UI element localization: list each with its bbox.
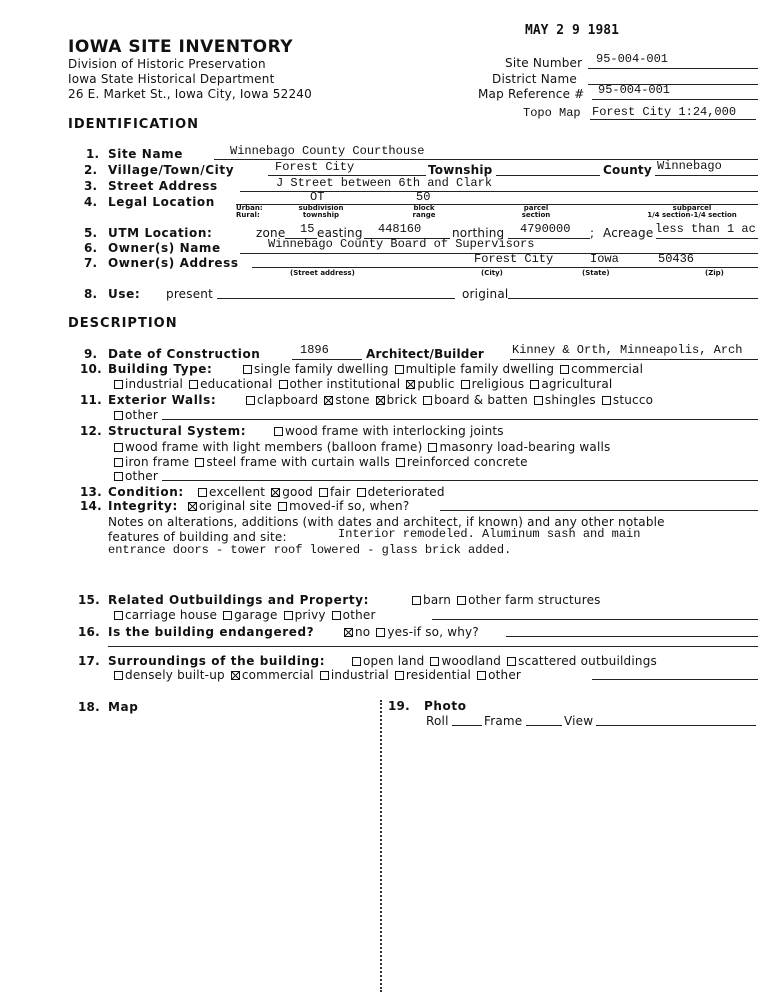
item-number: 19.	[388, 699, 410, 713]
identification-heading: IDENTIFICATION	[68, 117, 200, 132]
site-name-value: Winnebago County Courthouse	[230, 144, 425, 158]
surroundings-options	[352, 655, 663, 667]
construction-date-label: Date of Construction	[108, 347, 261, 361]
checkbox-checked[interactable]	[324, 396, 333, 405]
checkbox[interactable]	[114, 411, 123, 420]
map-reference-value: 95-004-001	[598, 83, 671, 97]
checkbox-label: shingles	[544, 393, 596, 407]
frame-label: Frame	[484, 714, 523, 728]
item-number: 5.	[84, 226, 98, 240]
integrity-options: original site moved-if so, when?	[188, 500, 409, 512]
checkbox[interactable]	[189, 380, 198, 389]
checkbox[interactable]	[114, 472, 123, 481]
checkbox-label: industrial	[330, 668, 389, 682]
checkbox[interactable]	[195, 458, 204, 467]
condition-options	[198, 486, 451, 498]
checkbox[interactable]	[395, 365, 404, 374]
endangered-options: no yes-if so, why?	[344, 626, 479, 638]
item-number: 16.	[78, 625, 100, 639]
checkbox[interactable]	[223, 611, 232, 620]
checkbox-label: densely built-up	[125, 668, 225, 682]
legal-location-label: Legal Location	[108, 195, 215, 209]
checkbox[interactable]	[560, 365, 569, 374]
exterior-walls-options	[246, 394, 659, 406]
checkbox-label: agricultural	[541, 377, 613, 391]
zip-caption: (Zip)	[705, 269, 724, 277]
item-number: 14.	[80, 499, 102, 513]
checkbox[interactable]	[352, 657, 361, 666]
zone-label: zone	[256, 226, 286, 240]
site-number-label: Site Number	[505, 56, 583, 70]
street-address-value: J Street between 6th and Clark	[276, 176, 493, 190]
checkbox-label: excellent	[209, 485, 266, 499]
structural-option: wood frame with light members (balloon frame) masonry load-bearing walls	[114, 441, 610, 453]
checkbox[interactable]	[114, 671, 123, 680]
state-caption: (State)	[582, 269, 610, 277]
surroundings-options-2	[114, 669, 527, 681]
checkbox[interactable]	[602, 396, 611, 405]
checkbox[interactable]	[320, 671, 329, 680]
checkbox[interactable]	[395, 671, 404, 680]
checkbox[interactable]	[507, 657, 516, 666]
structural-other: other	[114, 470, 158, 482]
architect-label: Architect/Builder	[366, 347, 485, 361]
checkbox[interactable]	[477, 671, 486, 680]
site-number-value: 95-004-001	[596, 52, 669, 66]
acreage-value: less than 1 ac	[655, 222, 756, 236]
checkbox-label: barn	[423, 593, 452, 607]
city-caption: (City)	[481, 269, 503, 277]
item-number: 3.	[84, 179, 98, 193]
alteration-notes-2: entrance doors - tower roof lowered - glass brick added.	[108, 543, 512, 557]
notes-instructions-1: Notes on alterations, additions (with dates and architect, if known) and any other notable	[108, 515, 665, 529]
checkbox-label: educational	[200, 377, 273, 391]
checkbox[interactable]	[396, 458, 405, 467]
building-type-label: Building Type:	[108, 362, 213, 376]
exterior-walls-other: other	[114, 409, 158, 421]
checkbox[interactable]	[461, 380, 470, 389]
checkbox-label: single family dwelling	[254, 362, 389, 376]
owner-city-value: Forest City	[474, 252, 554, 266]
checkbox-label: industrial	[125, 377, 184, 391]
item-number: 1.	[86, 147, 100, 161]
topo-map-label: Topo Map	[523, 106, 581, 120]
checkbox-label: public	[417, 377, 455, 391]
township-label: Township	[428, 163, 493, 177]
view-label: View	[564, 714, 594, 728]
item-number: 2.	[84, 163, 98, 177]
integrity-label: Integrity:	[108, 499, 178, 513]
alteration-notes-1: Interior remodeled. Aluminum sash and main	[338, 527, 641, 541]
checkbox[interactable]	[114, 443, 123, 452]
checkbox[interactable]	[243, 365, 252, 374]
item-number: 6.	[84, 241, 98, 255]
surroundings-label: Surroundings of the building:	[108, 654, 326, 668]
district-name-label: District Name	[492, 72, 577, 86]
checkbox[interactable]	[284, 611, 293, 620]
county-value: Winnebago	[657, 159, 722, 173]
checkbox[interactable]	[376, 628, 385, 637]
village-value: Forest City	[275, 160, 355, 174]
checkbox-label: carriage house	[125, 608, 218, 622]
owner-state-value: Iowa	[590, 252, 619, 266]
easting-value: 448160	[378, 222, 422, 236]
checkbox-label: good	[282, 485, 313, 499]
parcel-section-caption: parcel section	[521, 204, 551, 220]
checkbox[interactable]	[278, 502, 287, 511]
northing-label: northing	[452, 226, 505, 240]
checkbox-label: fair	[329, 485, 351, 499]
checkbox[interactable]	[430, 657, 439, 666]
topo-map-value: Forest City 1:24,000	[592, 105, 737, 119]
outbuildings-options	[412, 594, 607, 606]
item-number: 17.	[78, 654, 100, 668]
checkbox[interactable]	[279, 380, 288, 389]
checkbox[interactable]	[357, 488, 366, 497]
checkbox[interactable]	[332, 611, 341, 620]
checkbox-label: brick	[386, 393, 418, 407]
northing-value: 4790000	[520, 222, 571, 236]
item-number: 18.	[78, 700, 100, 714]
county-label: County	[603, 163, 652, 177]
rural-label: Rural:	[236, 211, 260, 219]
use-label: Use:	[108, 287, 141, 301]
village-label: Village/Town/City	[108, 163, 235, 177]
checkbox-label: stone	[335, 393, 370, 407]
urban-label: Urban:	[236, 204, 263, 212]
department-name: Iowa State Historical Department	[68, 72, 275, 86]
checkbox-label: board & batten	[434, 393, 528, 407]
use-original-label: original	[462, 287, 509, 301]
item-number: 8.	[84, 287, 98, 301]
checkbox-checked[interactable]	[344, 628, 353, 637]
checkbox[interactable]	[428, 443, 437, 452]
description-heading: DESCRIPTION	[68, 316, 178, 331]
checkbox[interactable]	[114, 611, 123, 620]
checkbox-label: woodland	[441, 654, 502, 668]
checkbox[interactable]	[457, 596, 466, 605]
easting-label: easting	[317, 226, 363, 240]
checkbox[interactable]	[246, 396, 255, 405]
owner-name-label: Owner(s) Name	[108, 241, 221, 255]
item-number: 10.	[80, 362, 102, 376]
subdivision-value: OT	[310, 190, 325, 204]
checkbox-checked[interactable]	[188, 502, 197, 511]
checkbox[interactable]	[319, 488, 328, 497]
map-label: Map	[108, 700, 139, 714]
acreage-label: Acreage	[603, 226, 654, 240]
site-name-label: Site Name	[108, 147, 183, 161]
map-photo-divider	[380, 700, 382, 992]
agency-address: 26 E. Market St., Iowa City, Iowa 52240	[68, 87, 312, 101]
checkbox[interactable]	[412, 596, 421, 605]
checkbox-label: scattered outbuildings	[518, 654, 657, 668]
checkbox-label: garage	[234, 608, 278, 622]
checkbox[interactable]	[534, 396, 543, 405]
subdivision-township-caption: subdivision township	[298, 204, 344, 220]
structural-option: iron frame steel frame with curtain walls reinforced concrete	[114, 456, 528, 468]
endangered-label: Is the building endangered?	[108, 625, 315, 639]
exterior-walls-label: Exterior Walls:	[108, 393, 217, 407]
condition-label: Condition:	[108, 485, 184, 499]
checkbox-label: religious	[471, 377, 525, 391]
checkbox-label: stucco	[612, 393, 654, 407]
owner-zip-value: 50436	[658, 252, 695, 266]
item-number: 12.	[80, 424, 102, 438]
block-range-caption: block range	[412, 204, 436, 220]
checkbox-checked[interactable]	[271, 488, 280, 497]
agency-name: Division of Historic Preservation	[68, 57, 266, 71]
construction-date-value: 1896	[300, 343, 329, 357]
utm-label: UTM Location:	[108, 226, 213, 240]
map-reference-label: Map Reference #	[478, 87, 585, 101]
checkbox[interactable]	[198, 488, 207, 497]
form-title: IOWA SITE INVENTORY	[68, 37, 294, 57]
building-type-row-1	[243, 363, 649, 375]
item-number: 4.	[84, 195, 98, 209]
zone-value: 15	[300, 222, 315, 236]
checkbox-label: other	[488, 668, 522, 682]
street-address-caption: (Street address)	[290, 269, 355, 277]
checkbox-label: multiple family dwelling	[405, 362, 555, 376]
checkbox-label: other farm structures	[468, 593, 601, 607]
outbuildings-options-2	[114, 609, 382, 621]
block-value: 50	[416, 190, 431, 204]
checkbox-label: clapboard	[257, 393, 319, 407]
owner-name-value: Winnebago County Board of Supervisors	[268, 237, 535, 251]
checkbox-checked[interactable]	[406, 380, 415, 389]
item-number: 13.	[80, 485, 102, 499]
structural-system-label: Structural System:	[108, 424, 247, 438]
street-address-label: Street Address	[108, 179, 218, 193]
architect-value: Kinney & Orth, Minneapolis, Arch	[512, 343, 743, 357]
checkbox[interactable]	[423, 396, 432, 405]
date-received-stamp: MAY 2 9 1981	[525, 23, 619, 38]
checkbox[interactable]	[530, 380, 539, 389]
item-number: 7.	[84, 256, 98, 270]
checkbox-label: open land	[363, 654, 425, 668]
checkbox[interactable]	[274, 427, 283, 436]
checkbox-label: deteriorated	[367, 485, 445, 499]
checkbox-label: other institutional	[289, 377, 401, 391]
item-number: 11.	[80, 393, 102, 407]
building-type-row-2	[114, 378, 618, 390]
owner-address-label: Owner(s) Address	[108, 256, 239, 270]
use-present-label: present	[166, 287, 214, 301]
checkbox-label: privy	[294, 608, 326, 622]
subparcel-caption: subparcel 1/4 section-1/4 section	[647, 204, 737, 220]
checkbox-label: commercial	[571, 362, 644, 376]
checkbox-label: other	[342, 608, 376, 622]
checkbox[interactable]	[114, 458, 123, 467]
outbuildings-label: Related Outbuildings and Property:	[108, 593, 369, 607]
item-number: 15.	[78, 593, 100, 607]
structural-option: wood frame with interlocking joints	[274, 425, 504, 437]
checkbox-label: commercial	[241, 668, 314, 682]
checkbox-label: residential	[405, 668, 472, 682]
checkbox[interactable]	[114, 380, 123, 389]
roll-label: Roll	[426, 714, 449, 728]
item-number: 9.	[84, 347, 98, 361]
photo-label: Photo	[424, 699, 467, 713]
notes-instructions-2: features of building and site:	[108, 530, 287, 544]
checkbox-checked[interactable]	[376, 396, 385, 405]
checkbox-checked[interactable]	[231, 671, 240, 680]
